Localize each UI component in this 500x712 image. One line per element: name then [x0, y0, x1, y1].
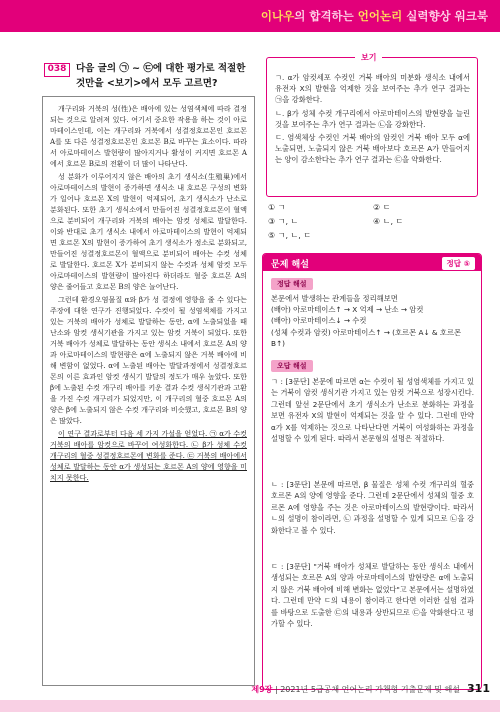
answer-choices [268, 201, 478, 243]
explanation-1: ㄱ : [3문단] 본문에 따르면 α는 수컷이 될 성염색체를 가지고 있는 거북이 암컷 생식기관 가지고 있는 암컷 거북으로 성장시킨다. 그런데 앞선 2문단에서 초기 생식소가 난소로 분화하는 과정을 보면 유전자 X의 발현이 억제되는 것을 알 수 있다. 그런데 만약 α가 X를 억제하는 것으로 나타난다면 거북이 여성화하는 과정을 설명할 수 있게 된다. 따라서 본문형의 설명은 적절하다. [271, 377, 474, 444]
wrong-answer-tag: 오답 해설 [271, 360, 313, 372]
page-number: 311 [467, 682, 490, 695]
analysis-block [271, 293, 476, 349]
solution-box [262, 253, 482, 690]
choice-3[interactable]: ③ ㄱ, ㄴ [268, 217, 299, 226]
answer-badge: 정답 ⑤ [442, 257, 475, 270]
analysis-line: (배아) 아로마테이스↓ → 수컷 [271, 316, 367, 326]
choice-row [268, 201, 478, 215]
passage-paragraph-1: 개구리와 거북의 성(性)은 배아에 있는 성염색체에 따라 결정되는 것으로 알려져 있다. 여기서 중요한 작용을 하는 것이 아로마테이스인데, 이는 개구리와 거북에서 성결정호르몬인 호르몬 A를 또 다른 성결정호르몬인 호르몬 B로 바꾸는 효소이다. 따라서 아로마테이스 발현량이 많아지거나 활성이 커지면 호르몬 A에서 호르몬 B로의 전환이 더 많이 나타난다. [50, 104, 247, 168]
analysis-line: (배아) 아로마테이스↑ → X 억제 → 난소 → 암컷 [271, 305, 424, 315]
choice-2[interactable]: ② ㄷ [373, 203, 391, 212]
passage-paragraph-4: 이 연구 결과로부터 다음 세 가지 가설을 얻었다. ㉠ α가 수컷 거북의 배아를 암컷으로 바꾸어 여성화한다. ㉡ β가 성체 수컷 개구리의 혈중 성결정호르몬에 변화를 준다. ㉢ 거북의 배아에서 성체로 발달하는 동안 α가 생성되는 호르몬 A의 양에 영향을 미치지 못한다. [50, 429, 247, 482]
bogi-item-1: ㄱ. α가 암컷세포 수컷인 거북 배아의 미분화 생식소 내에서 유전자 X의 발현을 억제한 것을 보여주는 추가 연구 결과는 ㉠을 강화한다. [275, 73, 470, 105]
footer-chapter: 제9장 [251, 685, 273, 694]
footer-band [0, 700, 500, 712]
choice-4[interactable]: ④ ㄴ, ㄷ [373, 217, 404, 226]
analysis-line: (성체 수컷과 암컷) 아로마테이스↑ → (호르몬 A↓ & 호르몬 B↑) [271, 327, 462, 348]
choice-row [268, 229, 478, 243]
choice-5[interactable]: ⑤ ㄱ, ㄴ, ㄷ [268, 231, 312, 240]
passage-paragraph-2: 성 분화가 이루어지지 않은 배아의 초기 생식소(生殖巢)에서 아로마테이스의 발현이 증가하면 생식소 내 호르몬 구성의 변화가 일어나 호르몬 X의 발현이 억제되어, 초기 생식소가 난소로 분화된다. 또한 초기 생식소에서 만들어진 성결정호르몬이 혈액으로 분비되어 개구리와 거북의 배아는 암컷 성체로 발달한다. 이와 반대로 초기 생식소 내에서 아로마테이스의 발현이 억제되면 호르몬 X의 발현이 증가하여 초기 생식소가 정소로 분화되고, 만들어진 성결정호르몬이 혈액으로 분비되어 배아는 수컷 성체로 발달한다. 호르몬 X가 분비되지 않는 수컷과 성체 암컷 모두 아로마테이스의 발현량이 많아진다 하더라도 혈중 호르몬 A의 양은 줄어들고 호르몬 B의 양은 늘어난다. [50, 172, 247, 291]
passage-paragraph-3: 그런데 환경오염물질 α와 β가 성 결정에 영향을 줄 수 있다는 주장에 대한 연구가 진행되었다. 수컷이 될 성염색체를 가지고 있는 거북의 배아가 성체로 발달하는 동안, α에 노출되었을 때 난소와 암컷 생식기관을 가지고 있는 암컷 거북이 되었다. 또한 거북 배아가 성체로 발달하는 동안 생식소 내에서 호르몬 A의 양과 아로마테이스의 발현량은 α에 노출되지 않은 거북 배아에 비해 변함이 없었다. α에 노출된 배아는 발달과정에서 성결정호르몬의 이른 효과인 암컷 생식기 발달의 정도가 매우 높았다. 또한 β에 노출된 수컷 개구리 배아를 키운 결과 수컷 생식기관과 고환을 가진 수컷 개구리가 되었지만, 이 개구리의 혈중 호르몬 A의 양은 β에 노출되지 않은 수컷 개구리와 비슷했고, 호르몬 B의 양은 많았다. [50, 295, 247, 425]
header-subject: 언어논리 [357, 9, 403, 23]
header-part2: 실력향상 워크북 [402, 9, 488, 23]
footer-description: 2021년 5급공채 언어논리 가책형 기출문제 및 해설 [280, 685, 460, 694]
question-number: 038 [44, 63, 70, 77]
bogi-box [266, 53, 478, 197]
explanation-3: ㄷ : [3문단] "거북 배아가 성체로 발달하는 동안 생식소 내에서 생성되는 호르몬 A의 양과 아로마테이스의 발현량은 α에 노출되지 않은 거북 배아에 비해 변화는 없었다"고 본문에서는 설명하였다. 그런데 만약 ㄷ의 내용이 참이라고 한다면 이러한 실험 결과를 바탕으로 도출한 ㉢의 내용과 상반되므로 ㉢을 약화한다고 평가할 수 있다. [271, 562, 474, 629]
question-prompt: 다음 글의 ㉠ ~ ㉢에 대한 평가로 적절한 것만을 <보기>에서 모두 고르면? [76, 63, 246, 89]
passage-box [42, 96, 255, 686]
footer-text [251, 684, 460, 695]
choice-1[interactable]: ① ㄱ [268, 203, 286, 212]
bogi-item-2: ㄴ. β가 성체 수컷 개구리에서 아로마테이스의 발현량을 늘린 것을 보여주는 추가 연구 결과는 ㉡을 강화한다. [275, 108, 470, 129]
explanation-2: ㄴ : [3문단] 본문에 따르면, β 물질은 성체 수컷 개구리의 혈중 호르몬 A의 양에 영향을 준다. 그런데 2문단에서 성체의 혈중 호르몬 A에 영향을 주는 것은 아로마테이스의 발현량이다. 따라서 ㄴ의 설명이 참이라면, ㉡ 과정을 설명할 수 있게 되므로 ㉡을 강화한다고 볼 수 있다. [271, 480, 474, 535]
header-brand: 이나우 [260, 9, 295, 23]
choice-row [268, 215, 478, 229]
solution-title: 문제 해설 [271, 260, 309, 270]
footer-separator: | [274, 685, 281, 694]
bogi-item-3: ㄷ. 염색체상 수컷인 거북 배아의 암컷인 거북 배아 모두 α에 노출되면, 노출되지 않은 거북 배아보다 호르몬 A가 만들어지는 양이 감소한다는 추가 연구 결과는 ㉢을 약화한다. [275, 133, 470, 165]
header-title [261, 8, 488, 24]
bogi-label: 보기 [355, 52, 382, 63]
analysis-line: 본문에서 발생하는 관계들을 정리해보면 [271, 294, 398, 303]
header-part1: 의 합격하는 [294, 9, 358, 23]
analysis-tag: 정답 해설 [271, 278, 313, 290]
